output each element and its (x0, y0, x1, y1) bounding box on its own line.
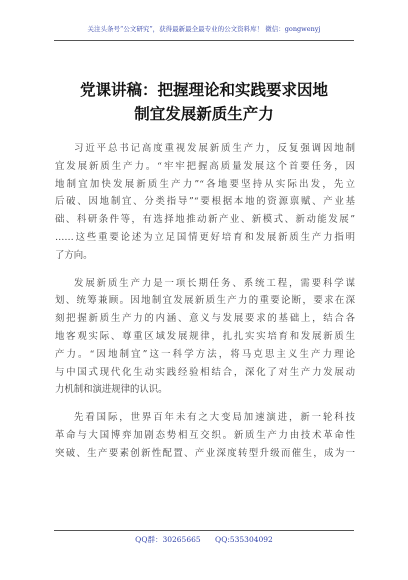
paragraph (55, 275, 355, 400)
title-line: 党课讲稿：把握理论和实践要求因地 (79, 80, 328, 99)
paragraph (55, 140, 355, 265)
paragraph-line: 突破、生产要素创新性配置、产业深度转型升级而催生，成为一 (55, 447, 355, 459)
footer-divider (54, 530, 354, 531)
title-line: 制宜发展新质生产力 (134, 104, 274, 123)
header-divider (54, 40, 354, 41)
paragraph-line: 宜发展新质生产力。“牢牢把握高质量发展这个首要任务，因 (55, 160, 355, 172)
footer-qq-group: QQ群：30265665 (135, 535, 201, 544)
paragraph-line: 地客观实际、尊重区域发展规律，扎扎实实培育和发展新质生 (55, 330, 355, 342)
document-body (55, 140, 355, 473)
footer-qq: QQ:535304092 (215, 535, 273, 544)
paragraph-line: 础、科研条件等，有选择地推动新产业、新模式、新动能发展” (55, 214, 355, 226)
paragraph-line: 力机制和演进规律的认识。 (55, 384, 168, 396)
paragraph-line: 与中国式现代化生动实践经验相结合，深化了对生产力发展动 (55, 366, 355, 378)
paragraph (55, 409, 355, 462)
header-banner: 关注头条号“公文研究”，获得最新最全最专业的公文资料库！ 微信：gongwenyj (87, 25, 321, 33)
document-title (0, 78, 408, 126)
paragraph-line: 划、统筹兼顾。因地制宜发展新质生产力的重要论断，要求在深 (55, 295, 355, 307)
paragraph-line: 产力。“因地制宜”这一科学方法，将马克思主义生产力理论 (55, 348, 355, 360)
paragraph-line: 先看国际，世界百年未有之大变局加速演进，新一轮科技 (74, 412, 355, 424)
paragraph-line: 刻把握新质生产力的内涵、意义与发展要求的基础上，结合各 (55, 313, 355, 325)
paragraph-line: 发展新质生产力是一项长期任务、系统工程，需要科学谋 (74, 277, 355, 289)
paragraph-line: 地制宜加快发展新质生产力”“各地要坚持从实际出发，先立 (55, 178, 355, 190)
paragraph-line: 后破、因地制宜、分类指导”“要根据本地的资源禀赋、产业基 (55, 196, 355, 208)
footer (0, 534, 408, 545)
paragraph-line: 习近平总书记高度重视发展新质生产力，反复强调因地制 (74, 143, 355, 154)
paragraph-line: ……这些重要论述为立足国情更好培育和发展新质生产力指明 (55, 231, 355, 243)
paragraph-line: 了方向。 (55, 249, 93, 261)
paragraph-line: 革命与大国博弈加剧态势相互交织。新质生产力由技术革命性 (55, 429, 355, 441)
